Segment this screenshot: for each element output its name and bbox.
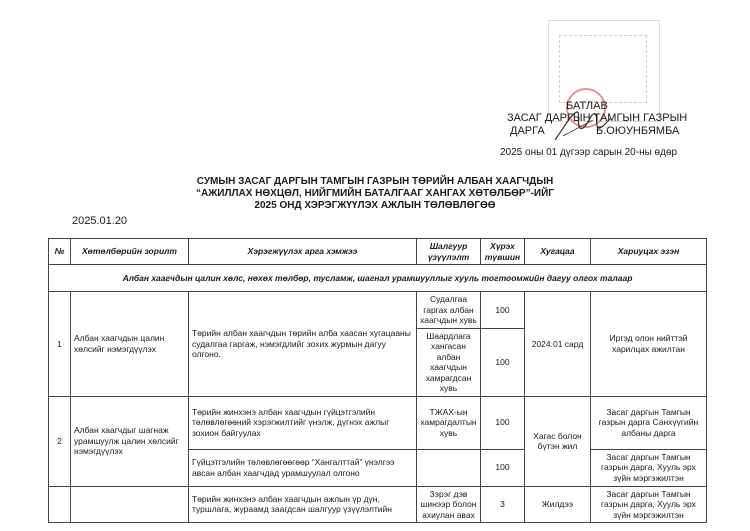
table-row xyxy=(49,396,707,449)
row-level: 3 xyxy=(481,486,525,523)
row-level: 100 xyxy=(481,328,525,396)
row-action: Төрийн жинхэнэ албан хаагчдын гүйцэтгэлийн төлөвлөгөөний хэрэгжилтийг үнэлж, дүгнэх ажлыг зохион байгуулах xyxy=(189,396,417,449)
row-criteria: Судалгаа гаргах албан хаагчдын хувь xyxy=(417,292,481,329)
row-no: 2 xyxy=(49,396,71,486)
title-line-3: 2025 ОНД ХЭРЭГЖҮҮЛЭХ АЖЛЫН ТӨЛӨВЛӨГӨӨ xyxy=(254,200,496,211)
header-no: № xyxy=(49,239,71,265)
table-row xyxy=(49,486,707,523)
row-action: Төрийн албан хаагчдын төрийн алба хаасан хугацааны судалгаа гаргаж, нэмэгдлийг зохих журмын дагуу олгоно. xyxy=(189,292,417,397)
header-owner: Хариуцах эзэн xyxy=(591,239,707,265)
approve-role: ДАРГА xyxy=(510,125,545,137)
header-criteria: Шалгуур үзүүлэлт xyxy=(417,239,481,265)
header-level: Хүрэх түвшин xyxy=(481,239,525,265)
header-goal: Хөтөлбөрийн зорилт xyxy=(71,239,189,265)
plan-table xyxy=(48,238,707,523)
row-level: 100 xyxy=(481,292,525,329)
row-criteria: Шаардлага хангасан албан хаагчдын хамрагдсан хувь xyxy=(417,328,481,396)
row-criteria: ТЖАХ-ын хамрагдалтын хувь xyxy=(417,396,481,449)
row-no: 1 xyxy=(49,292,71,397)
approve-title: БАТЛАВ xyxy=(566,100,608,112)
document-title xyxy=(150,176,600,212)
row-owner: Засаг даргын Тамгын газрын дарга Санхүүгийн албаны дарга xyxy=(591,396,707,449)
row-owner: Засаг даргын Тамгын газрын дарга, Хууль эрх зүйн мэргэжилтэн xyxy=(591,449,707,486)
title-line-2: “АЖИЛЛАХ НӨХЦӨЛ, НИЙГМИЙН БАТАЛГААГ ХАНГАХ ХӨТӨЛБӨР”-ИЙГ xyxy=(196,188,554,199)
row-action: Гүйцэтгэлийн төлөвлөгөөгөөр “Хангалттай” үнэлгээ авсан албан хаагчдад урамшуулал олгоно xyxy=(189,449,417,486)
approve-date: 2025 оны 01 дүгээр сарын 20-ны өдөр xyxy=(500,147,678,158)
row-level: 100 xyxy=(481,396,525,449)
title-line-1: СУМЫН ЗАСАГ ДАРГЫН ТАМГЫН ГАЗРЫН ТӨРИЙН АЛБАН ХААГЧДЫН xyxy=(196,176,554,187)
row-deadline: 2024.01 сард xyxy=(525,292,591,397)
row-goal: Албан хаагчдын цалин хөлсийг нэмэгдүүлэх xyxy=(71,292,189,397)
row-no xyxy=(49,486,71,523)
row-goal: Албан хаагчдыг шагнаж урамшуулж цалин хөлсийг нэмэгдүүлэх xyxy=(71,396,189,486)
row-goal xyxy=(71,486,189,523)
row-action: Төрийн жинхэнэ албан хаагчдын ажлын үр дүн, туршлага, жураамд заагдсан шалгуур үзүүлэлтийн xyxy=(189,486,417,523)
approve-name: Б.ОЮУНБЯМБА xyxy=(596,125,680,137)
table-section-row xyxy=(49,265,707,292)
section-heading: Албан хаагчдын цалин хөлс, нөхөх төлбөр, тусламж, шагнал урамшууллыг хууль тогтоомжийн дагуу олгох талаар xyxy=(49,265,707,292)
table-row xyxy=(49,292,707,329)
header-deadline: Хугацаа xyxy=(525,239,591,265)
row-level: 100 xyxy=(481,449,525,486)
row-owner: Засаг даргын Тамгын газрын дарга, Хууль эрх зүйн мэргэжилтэн xyxy=(591,486,707,523)
document-date: 2025.01.20 xyxy=(72,215,128,227)
criteria-spacer xyxy=(417,449,481,486)
header-action: Хэрэгжүүлэх арга хэмжээ xyxy=(189,239,417,265)
approve-office: ЗАСАГ ДАРГЫН ТАМГЫН ГАЗРЫН xyxy=(507,112,688,124)
row-owner: Иргэд олон нийттэй харилцах ажилтан xyxy=(591,292,707,397)
row-deadline: Хагас болон бүтэн жил xyxy=(525,396,591,486)
row-criteria: Зэрэг дэв шинээр болон ахиулан авах xyxy=(417,486,481,523)
table-header-row xyxy=(49,239,707,265)
row-deadline: Жилдээ xyxy=(525,486,591,523)
